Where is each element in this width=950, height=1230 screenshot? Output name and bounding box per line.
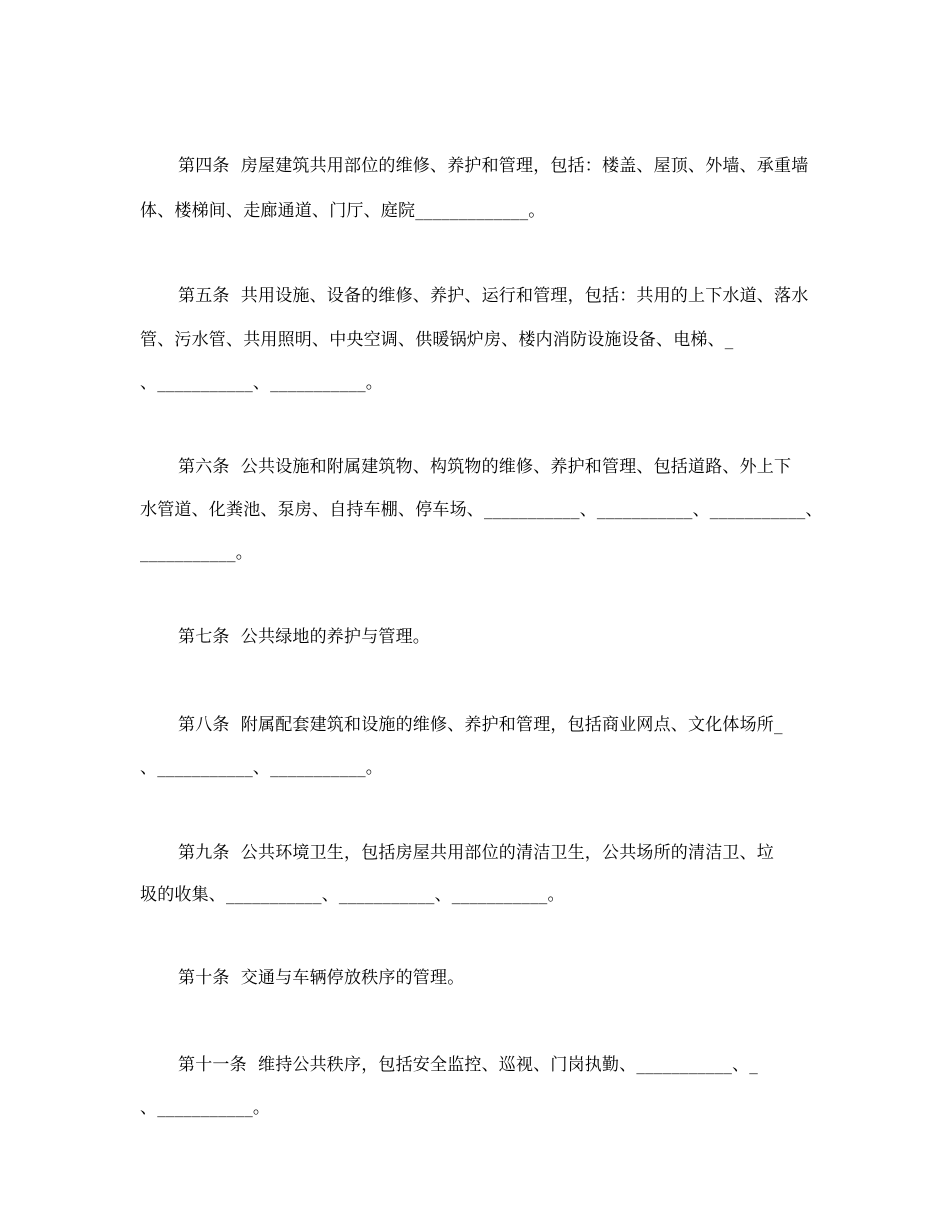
article-4-line-1: 第四条 房屋建筑共用部位的维修、养护和管理，包括：楼盖、屋顶、外墙、承重墙	[178, 156, 809, 176]
article-10-line-1: 第十条 交通与车辆停放秩序的管理。	[178, 968, 465, 988]
article-6-line-2: 水管道、化粪池、泵房、自持车棚、停车场、___________、___________、___________、	[140, 500, 823, 520]
article-9-line-2: 圾的收集、___________、___________、___________。	[140, 885, 565, 905]
article-7-line-1: 第七条 公共绿地的养护与管理。	[178, 627, 431, 647]
article-5-line-3: 、___________、___________。	[140, 373, 383, 393]
article-11-line-1: 第十一条 维持公共秩序，包括安全监控、巡视、门岗执勤、___________、_	[178, 1055, 759, 1075]
article-9-line-1: 第九条 公共环境卫生，包括房屋共用部位的清洁卫生，公共场所的清洁卫、垃	[178, 843, 775, 863]
article-6-line-3: ___________。	[140, 543, 253, 563]
article-6-line-1: 第六条 公共设施和附属建筑物、构筑物的维修、养护和管理、包括道路、外上下	[178, 457, 792, 477]
article-5-line-2: 管、污水管、共用照明、中央空调、供暖锅炉房、楼内消防设施设备、电梯、_	[140, 330, 734, 350]
article-8-line-2: 、___________、___________。	[140, 758, 383, 778]
article-8-line-1: 第八条 附属配套建筑和设施的维修、养护和管理，包括商业网点、文化体场所_	[178, 715, 783, 735]
article-5-line-1: 第五条 共用设施、设备的维修、养护、运行和管理，包括：共用的上下水道、落水	[178, 286, 809, 306]
article-11-line-2: 、___________。	[140, 1098, 271, 1118]
article-4-line-2: 体、楼梯间、走廊通道、门厅、庭院_____________。	[140, 201, 546, 221]
